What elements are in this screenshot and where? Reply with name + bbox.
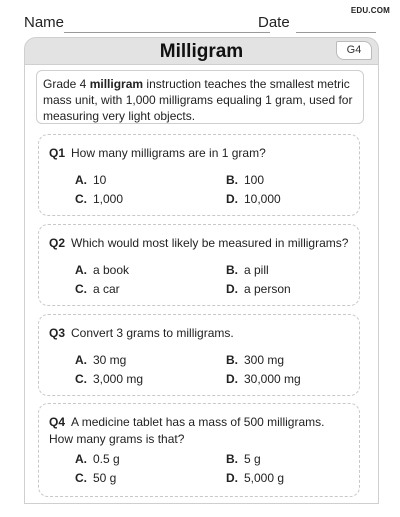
option-text: a book — [93, 263, 130, 277]
option-d[interactable] — [226, 372, 301, 386]
option-text: 10 — [93, 173, 107, 187]
question-text: Convert 3 grams to milligrams. — [71, 326, 234, 340]
option-text: a pill — [244, 263, 269, 277]
option-letter: A. — [75, 353, 87, 367]
option-text: 3,000 mg — [93, 372, 144, 386]
option-text: 10,000 — [244, 192, 281, 206]
option-b[interactable] — [226, 263, 269, 277]
question-number: Q2 — [49, 236, 66, 250]
option-letter: C. — [75, 282, 87, 296]
option-a[interactable] — [75, 452, 120, 466]
date-line — [296, 32, 376, 33]
option-letter: A. — [75, 263, 87, 277]
date-label: Date — [258, 14, 290, 31]
side-label-text — [0, 418, 1, 485]
option-letter: C. — [75, 372, 87, 386]
option-letter: D. — [226, 282, 238, 296]
brand-logo: EDU.COM — [350, 6, 390, 15]
intro-suffix: instruction teaches the smallest metric mass unit, with 1,000 milligrams equaling 1 gram, used for measuring very light objects. — [43, 77, 353, 123]
question-3-text-row — [49, 325, 349, 342]
option-c[interactable] — [75, 282, 120, 296]
intro-box — [36, 70, 364, 124]
option-text: 30 mg — [93, 353, 127, 367]
option-letter: D. — [226, 372, 238, 386]
option-text: 5 g — [244, 452, 261, 466]
option-a[interactable] — [75, 173, 106, 187]
question-number: Q1 — [49, 146, 66, 160]
page-title: Milligram — [159, 41, 244, 62]
question-card-4 — [38, 403, 360, 497]
option-letter: D. — [226, 471, 238, 485]
question-text: Which would most likely be measured in milligrams? — [71, 236, 349, 250]
question-4-text-row — [49, 414, 349, 448]
option-text: 0.5 g — [93, 452, 120, 466]
question-card-3 — [38, 314, 360, 396]
option-text: 100 — [244, 173, 265, 187]
question-number: Q3 — [49, 326, 66, 340]
option-text: 50 g — [93, 471, 117, 485]
question-1-text-row — [49, 145, 349, 162]
option-letter: B. — [226, 452, 238, 466]
option-text: a person — [244, 282, 291, 296]
option-text: 30,000 mg — [244, 372, 301, 386]
option-letter: B. — [226, 173, 238, 187]
question-text: A medicine tablet has a mass of 500 milligrams. How many grams is that? — [49, 415, 325, 446]
option-b[interactable] — [226, 353, 284, 367]
name-date-row — [24, 14, 376, 34]
option-d[interactable] — [226, 192, 281, 206]
title-bar — [24, 37, 379, 65]
intro-keyword: milligram — [89, 77, 144, 91]
option-letter: D. — [226, 192, 238, 206]
question-2-text-row — [49, 235, 349, 252]
option-text: 5,000 g — [244, 471, 285, 485]
option-d[interactable] — [226, 282, 291, 296]
side-label — [2, 410, 16, 500]
intro-prefix: Grade 4 — [43, 77, 90, 91]
name-label: Name — [24, 14, 65, 31]
option-text: a car — [93, 282, 120, 296]
option-d[interactable] — [226, 471, 284, 485]
option-b[interactable] — [226, 452, 261, 466]
option-c[interactable] — [75, 192, 123, 206]
option-text: 1,000 — [93, 192, 124, 206]
option-a[interactable] — [75, 263, 129, 277]
option-letter: A. — [75, 452, 87, 466]
name-line — [64, 32, 270, 33]
option-letter: B. — [226, 263, 238, 277]
option-b[interactable] — [226, 173, 264, 187]
option-letter: C. — [75, 192, 87, 206]
grade-badge: G4 — [336, 41, 372, 60]
option-c[interactable] — [75, 372, 143, 386]
option-letter: A. — [75, 173, 87, 187]
option-c[interactable] — [75, 471, 116, 485]
option-letter: B. — [226, 353, 238, 367]
question-card-2 — [38, 224, 360, 306]
question-card-1 — [38, 134, 360, 216]
option-a[interactable] — [75, 353, 126, 367]
question-number: Q4 — [49, 415, 66, 429]
option-text: 300 mg — [244, 353, 285, 367]
question-text: How many milligrams are in 1 gram? — [71, 146, 266, 160]
option-letter: C. — [75, 471, 87, 485]
